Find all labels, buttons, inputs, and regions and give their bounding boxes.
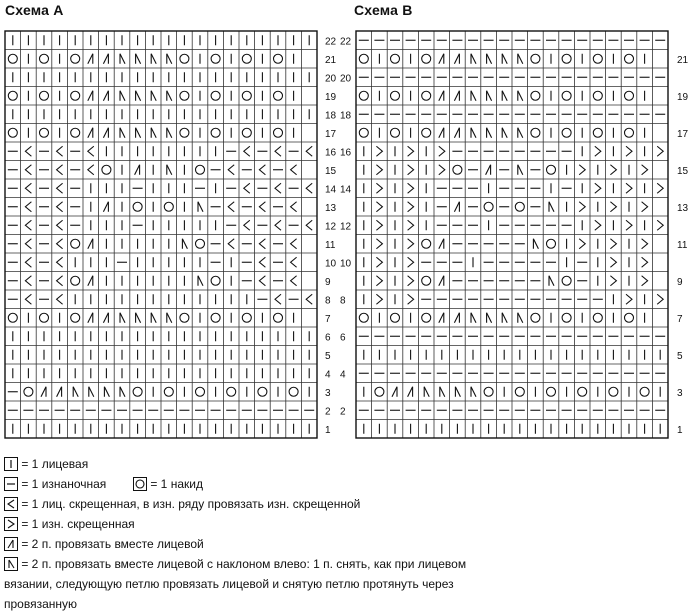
chart-b-purl-twisted-cell: [595, 146, 601, 156]
yarn-over-symbol-icon: [133, 477, 147, 491]
chart-b-yarn-over-cell: [625, 313, 634, 322]
chart-b-k2tog-cell: [439, 239, 444, 249]
chart-b-k2tog-cell: [454, 91, 459, 101]
legend-knit: [4, 455, 88, 472]
ssk-symbol-icon: [4, 557, 18, 571]
chart-a-row-number: 11: [325, 239, 336, 251]
chart-b-purl-twisted-cell: [657, 146, 663, 156]
chart-a-row-number: 12: [325, 221, 337, 233]
chart-b-k2tog-cell: [486, 165, 491, 175]
chart-b-purl-twisted-cell: [408, 294, 414, 304]
chart-b-yarn-over-cell: [422, 313, 431, 322]
chart-a-row-number: 16: [325, 147, 337, 159]
chart-b-yarn-over-cell: [359, 54, 368, 63]
legend-ssk-line-2: [4, 575, 454, 592]
legend-knit-twisted-text: = 1 лиц. скрещенная, в изн. ряду провязать изн. скрещенной: [21, 496, 361, 511]
chart-b-purl-twisted-cell: [376, 165, 382, 175]
chart-b-purl-twisted-cell: [595, 183, 601, 193]
chart-a-row-number: 5: [325, 350, 331, 362]
chart-a-row-number: 10: [325, 258, 337, 270]
chart-b-row-number: 21: [677, 54, 689, 66]
chart-b-yarn-over-cell: [453, 165, 462, 174]
chart-b-purl-twisted-cell: [626, 220, 632, 230]
chart-b-row-number: 9: [677, 276, 683, 288]
chart-b-purl-twisted-cell: [376, 183, 382, 193]
legend-purl-twisted: [4, 515, 135, 532]
chart-b-yarn-over-cell: [562, 313, 571, 322]
legend-ssk-text-2: вязании, следующую петлю провязать лицевой и снятую петлю протянуть через: [4, 576, 454, 591]
knit-symbol-icon: [4, 457, 18, 471]
chart-b-purl-twisted-cell: [626, 183, 632, 193]
chart-b-purl-twisted-cell: [439, 146, 445, 156]
chart-b-purl-twisted-cell: [642, 202, 648, 212]
chart-b-grid-lines: [356, 31, 668, 438]
chart-b-yarn-over-cell: [484, 387, 493, 396]
chart-b-purl-twisted-cell: [657, 220, 663, 230]
chart-b-row-number: 16: [340, 147, 352, 159]
chart-b-ssk-cell: [502, 128, 507, 138]
chart-b-row-number: 4: [340, 369, 346, 381]
legend-yarn-over-text: = 1 накид: [150, 476, 203, 491]
chart-b-ssk-cell: [424, 387, 429, 397]
chart-b-yarn-over-cell: [359, 91, 368, 100]
chart-a-row-number: 17: [325, 128, 337, 140]
chart-b-ssk-cell: [471, 387, 476, 397]
chart-b-ssk-cell: [487, 91, 492, 101]
chart-b-yarn-over-cell: [562, 91, 571, 100]
chart-a-row-number: 15: [325, 165, 337, 177]
chart-b-yarn-over-cell: [391, 91, 400, 100]
chart-b-yarn-over-cell: [531, 54, 540, 63]
chart-a-title: Схема А: [5, 2, 64, 18]
chart-a-row-number: 2: [325, 406, 331, 418]
chart-b-purl-twisted-cell: [642, 276, 648, 286]
chart-a-row-number: 1: [325, 424, 331, 436]
chart-b-yarn-over-cell: [609, 387, 618, 396]
chart-b-purl-twisted-cell: [626, 146, 632, 156]
chart-b-k2tog-cell: [408, 387, 413, 397]
chart-a-row-number: 9: [325, 276, 331, 288]
k2tog-symbol-icon: [4, 537, 18, 551]
chart-b-purl-twisted-cell: [408, 202, 414, 212]
chart-b-purl-twisted-cell: [579, 202, 585, 212]
chart-b-row-number: 12: [340, 221, 352, 233]
chart-b-yarn-over-cell: [531, 313, 540, 322]
chart-a-row-number: 14: [325, 184, 337, 196]
chart-b-yarn-over-cell: [593, 313, 602, 322]
chart-b-k2tog-cell: [439, 54, 444, 64]
chart-b-yarn-over-cell: [422, 54, 431, 63]
chart-b-ssk-cell: [487, 128, 492, 138]
purl-symbol-icon: [4, 477, 18, 491]
chart-b-purl-twisted-cell: [408, 276, 414, 286]
chart-b-purl-twisted-cell: [439, 165, 445, 175]
chart-b-purl-twisted-cell: [642, 165, 648, 175]
chart-b-ssk-cell: [518, 128, 523, 138]
chart-a-row-number: 19: [325, 91, 337, 103]
chart-b-ssk-cell: [549, 276, 554, 286]
chart-a-row-number: 18: [325, 110, 337, 122]
chart-b-yarn-over-cell: [375, 387, 384, 396]
purl-twisted-symbol-icon: [4, 517, 18, 531]
chart-b-yarn-over-cell: [391, 54, 400, 63]
chart-b-yarn-over-cell: [578, 387, 587, 396]
chart-b-yarn-over-cell: [359, 128, 368, 137]
chart-b-yarn-over-cell: [422, 128, 431, 137]
chart-b-purl-twisted-cell: [376, 239, 382, 249]
chart-b-k2tog-cell: [439, 313, 444, 323]
chart-a-row-number: 4: [325, 369, 331, 381]
chart-b-row-number: 18: [340, 110, 352, 122]
chart-b-purl-twisted-cell: [376, 220, 382, 230]
chart-b-k2tog-cell: [454, 313, 459, 323]
chart-b-k2tog-cell: [439, 91, 444, 101]
chart-a-row-number: 8: [325, 295, 331, 307]
chart-b-row-number: 5: [677, 350, 683, 362]
chart-b-ssk-cell: [471, 54, 476, 64]
chart-b-row-number: 13: [677, 202, 689, 214]
chart-b-yarn-over-cell: [484, 202, 493, 211]
legend-yarn-over: [133, 475, 203, 492]
chart-b-row-number: 14: [340, 184, 352, 196]
chart-b-row-number: 3: [677, 387, 683, 399]
chart-a-row-number: 21: [325, 54, 337, 66]
chart-b-purl-twisted-cell: [657, 183, 663, 193]
chart-b-yarn-over-cell: [562, 128, 571, 137]
chart-b-ssk-cell: [471, 91, 476, 101]
chart-b-yarn-over-cell: [531, 91, 540, 100]
chart-b-row-number: 1: [677, 424, 683, 436]
chart-b-ssk-cell: [518, 313, 523, 323]
chart-b-purl-twisted-cell: [610, 165, 616, 175]
chart-b-yarn-over-cell: [515, 387, 524, 396]
legend-ssk: [4, 555, 466, 572]
chart-b-yarn-over-cell: [640, 387, 649, 396]
chart-b-ssk-cell: [502, 91, 507, 101]
chart-b-ssk-cell: [471, 313, 476, 323]
chart-b-yarn-over-cell: [562, 54, 571, 63]
chart-b-purl-twisted-cell: [408, 183, 414, 193]
chart-b-yarn-over-cell: [547, 165, 556, 174]
legend-k2tog-text: = 2 п. провязать вместе лицевой: [21, 536, 204, 551]
chart-b-yarn-over-cell: [593, 128, 602, 137]
chart-a-row-number: 13: [325, 202, 337, 214]
chart-b-purl-twisted-cell: [376, 146, 382, 156]
legend-purl-text: = 1 изнаночная: [21, 476, 107, 491]
chart-b-purl-twisted-cell: [376, 294, 382, 304]
chart-b-ssk-cell: [533, 239, 538, 249]
chart-b-purl-twisted-cell: [376, 257, 382, 267]
chart-b-row-number: 10: [340, 258, 352, 270]
chart-b-yarn-over-cell: [531, 128, 540, 137]
chart-b-ssk-cell: [487, 313, 492, 323]
chart-b-row-number: 17: [677, 128, 689, 140]
chart-b-yarn-over-cell: [422, 276, 431, 285]
chart-a-row-number: 20: [325, 73, 337, 85]
chart-b-purl-twisted-cell: [579, 239, 585, 249]
chart-b-purl-twisted-cell: [579, 165, 585, 175]
chart-b-purl-twisted-cell: [376, 276, 382, 286]
legend: [0, 449, 699, 616]
chart-b-yarn-over-cell: [562, 276, 571, 285]
chart-b-ssk-cell: [502, 313, 507, 323]
chart-b-yarn-over-cell: [593, 54, 602, 63]
chart-b-yarn-over-cell: [625, 54, 634, 63]
chart-a-row-number: 6: [325, 332, 331, 344]
chart-b-yarn-over-cell: [593, 91, 602, 100]
legend-knit-text: = 1 лицевая: [21, 456, 89, 471]
chart-b-row-number: 11: [677, 239, 688, 251]
chart-b-purl-twisted-cell: [610, 257, 616, 267]
chart-b-purl-twisted-cell: [408, 165, 414, 175]
chart-b-purl-twisted-cell: [408, 257, 414, 267]
chart-b-k2tog-cell: [454, 54, 459, 64]
legend-k2tog: [4, 535, 204, 552]
chart-b-yarn-over-cell: [359, 313, 368, 322]
chart-b-title: Схема В: [354, 2, 413, 18]
chart-b-purl-twisted-cell: [610, 202, 616, 212]
chart-b-purl-twisted-cell: [408, 239, 414, 249]
chart-b-k2tog-cell: [439, 276, 444, 286]
chart-b-row-number: 8: [340, 295, 346, 307]
chart-b-purl-twisted-cell: [626, 294, 632, 304]
chart-b-ssk-cell: [549, 202, 554, 212]
chart-b-yarn-over-cell: [422, 91, 431, 100]
chart-b-purl-twisted-cell: [610, 276, 616, 286]
chart-b-yarn-over-cell: [625, 128, 634, 137]
chart-b-k2tog-cell: [454, 128, 459, 138]
legend-ssk-text-3: провязанную: [4, 596, 78, 611]
chart-b-yarn-over-cell: [547, 239, 556, 248]
chart-b-row-number: 22: [340, 36, 352, 48]
chart-b-row-number: 6: [340, 332, 346, 344]
chart-b-purl-twisted-cell: [595, 220, 601, 230]
chart-b-row-number: 7: [677, 313, 683, 325]
chart-b-purl-twisted-cell: [610, 239, 616, 249]
chart-b-k2tog-cell: [454, 202, 459, 212]
chart-b-purl-twisted-cell: [657, 294, 663, 304]
chart-b-row-number: 19: [677, 91, 689, 103]
chart-b-purl-twisted-cell: [408, 220, 414, 230]
chart-b-purl-twisted-cell: [642, 239, 648, 249]
chart-b-yarn-over-cell: [515, 202, 524, 211]
chart-b-ssk-cell: [518, 54, 523, 64]
chart-b-ssk-cell: [502, 54, 507, 64]
chart-b-row-number: 15: [677, 165, 689, 177]
chart-b-yarn-over-cell: [547, 387, 556, 396]
chart-b-ssk-cell: [455, 387, 460, 397]
chart-b-yarn-over-cell: [625, 91, 634, 100]
chart-b-row-number: 20: [340, 73, 352, 85]
chart-a-row-number: 22: [325, 36, 337, 48]
legend-purl: [4, 475, 106, 492]
chart-a-row-number: 7: [325, 313, 331, 325]
chart-b-yarn-over-cell: [391, 313, 400, 322]
chart-b-ssk-cell: [518, 91, 523, 101]
chart-b-ssk-cell: [487, 54, 492, 64]
chart-b-ssk-cell: [471, 128, 476, 138]
chart-a-row-number: 3: [325, 387, 331, 399]
chart-b-purl-twisted-cell: [408, 146, 414, 156]
legend-knit-twisted: [4, 495, 360, 512]
chart-b-purl-twisted-cell: [642, 257, 648, 267]
chart-b-k2tog-cell: [392, 387, 397, 397]
legend-ssk-text-1: = 2 п. провязать вместе лицевой с наклоном влево: 1 п. снять, как при лицевом: [21, 556, 467, 571]
chart-b-ssk-cell: [518, 165, 523, 175]
chart-b-ssk-cell: [440, 387, 445, 397]
knit-twisted-symbol-icon: [4, 497, 18, 511]
legend-purl-twisted-text: = 1 изн. скрещенная: [21, 516, 135, 531]
chart-b-yarn-over-cell: [422, 239, 431, 248]
legend-ssk-line-3: [4, 595, 77, 612]
chart-b-yarn-over-cell: [391, 128, 400, 137]
chart-b-k2tog-cell: [439, 128, 444, 138]
chart-b-row-number: 2: [340, 406, 346, 418]
chart-b-purl-twisted-cell: [376, 202, 382, 212]
